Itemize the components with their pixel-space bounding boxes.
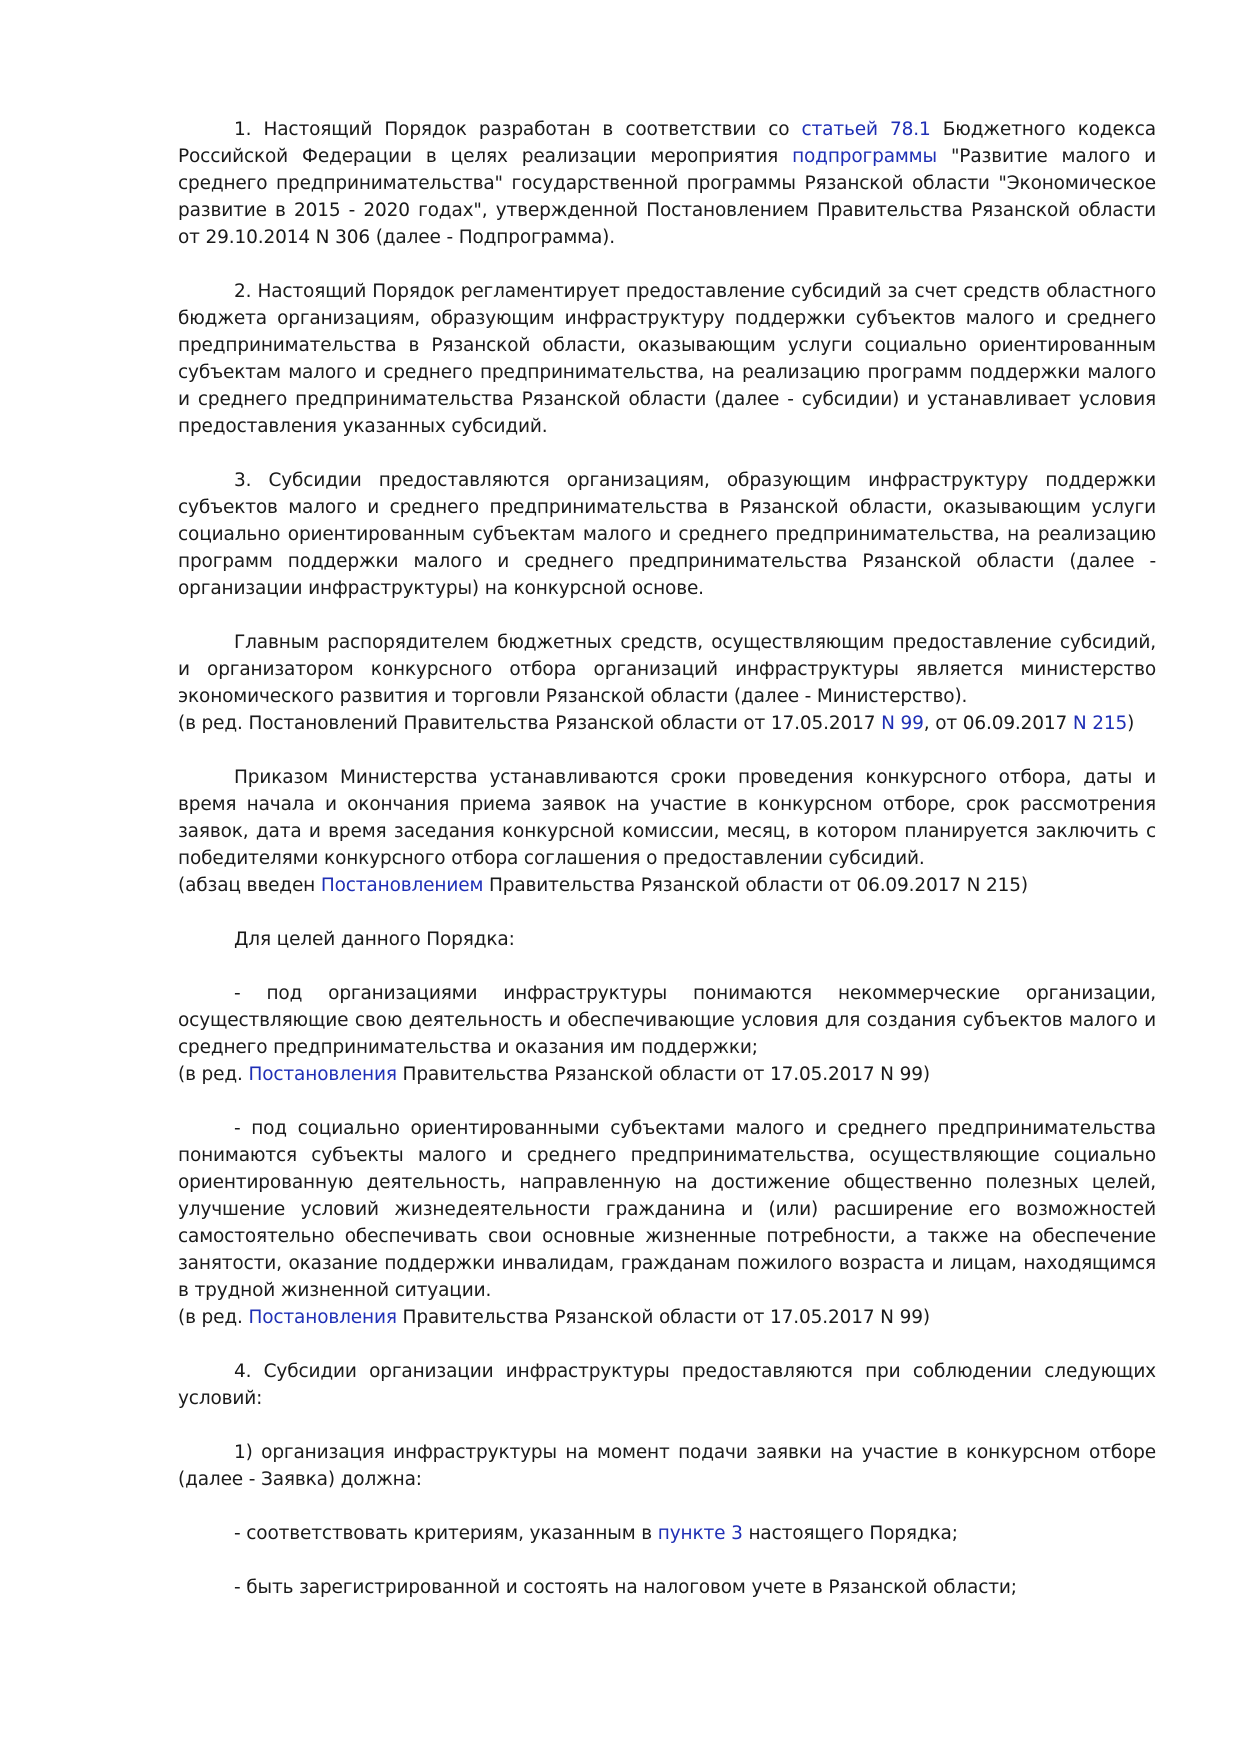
note-8-text-b: Правительства Рязанской области от 17.05.2017 N 99) (396, 1307, 930, 1328)
note-8-text-a: (в ред. (178, 1307, 249, 1328)
paragraph-11-text-a: - соответствовать критериям, указанным в (234, 1523, 658, 1544)
link-postanovleniya-2[interactable]: Постановления (248, 1307, 397, 1328)
link-n-99[interactable]: N 99 (881, 713, 924, 734)
paragraph-11 (178, 1520, 1156, 1547)
paragraph-8: - под социально ориентированными субъектами малого и среднего предпринимательства понимаются субъекты малого и среднего предпринимательства, осуществляющие социально ориентированную деятельность, направленную на достижение общественно полезных целей, улучшение условий жизнедеятельности гражданина и (или) расширение его возможностей самостоятельно обеспечивать свои основные жизненные потребности, а также на обеспечение занятости, оказание поддержки инвалидам, гражданам пожилого возраста и лицам, находящимся в трудной жизненной ситуации. (178, 1118, 1156, 1301)
amendment-note-7 (178, 1061, 1156, 1088)
amendment-note-8 (178, 1304, 1156, 1331)
link-postanovleniya-1[interactable]: Постановления (248, 1064, 397, 1085)
document-page (178, 116, 1156, 1628)
paragraph-9: 4. Субсидии организации инфраструктуры предоставляются при соблюдении следующих условий: (178, 1361, 1156, 1409)
paragraph-1-text-a: 1. Настоящий Порядок разработан в соответствии со (234, 119, 802, 140)
note-4-text-a: (в ред. Постановлений Правительства Рязанской области от 17.05.2017 (178, 713, 882, 734)
paragraph-5: Приказом Министерства устанавливаются сроки проведения конкурсного отбора, даты и время начала и окончания приема заявок на участие в конкурсном отборе, срок рассмотрения заявок, дата и время заседания конкурсной комиссии, месяц, в котором планируется заключить с победителями конкурсного отбора соглашения о предоставлении субсидий. (178, 767, 1156, 869)
paragraph-1-text-b: Бюджетного кодекса Российской Федерации в целях реализации мероприятия (178, 119, 1156, 167)
paragraph-6: Для целей данного Порядка: (234, 929, 515, 950)
note-5-text-b: Правительства Рязанской области от 06.09.2017 N 215) (483, 875, 1028, 896)
paragraph-2: 2. Настоящий Порядок регламентирует предоставление субсидий за счет средств областного бюджета организациям, образующим инфраструктуру поддержки субъектов малого и среднего предпринимательства в Рязанской области, оказывающим услуги социально ориентированным субъектам малого и среднего предпринимательства, на реализацию программ поддержки малого и среднего предпринимательства Рязанской области (далее - субсидии) и устанавливает условия предоставления указанных субсидий. (178, 281, 1156, 437)
note-7-text-a: (в ред. (178, 1064, 249, 1085)
note-7-text-b: Правительства Рязанской области от 17.05.2017 N 99) (396, 1064, 930, 1085)
paragraph-1 (178, 116, 1156, 251)
link-article-78-1[interactable]: статьей 78.1 (801, 119, 931, 140)
paragraph-10: 1) организация инфраструктуры на момент подачи заявки на участие в конкурсном отборе (далее - Заявка) должна: (178, 1442, 1156, 1490)
note-4-text-b: , от 06.09.2017 (923, 713, 1073, 734)
amendment-note-4 (178, 710, 1156, 737)
paragraph-7: - под организациями инфраструктуры понимаются некоммерческие организации, осуществляющие свою деятельность и обеспечивающие условия для создания субъектов малого и среднего предпринимательства и оказания им поддержки; (178, 983, 1156, 1058)
paragraph-12: - быть зарегистрированной и состоять на налоговом учете в Рязанской области; (234, 1577, 1017, 1598)
amendment-note-5 (178, 872, 1156, 899)
link-n-215[interactable]: N 215 (1072, 713, 1128, 734)
note-4-text-c: ) (1127, 713, 1135, 734)
paragraph-11-text-b: настоящего Порядка; (742, 1523, 958, 1544)
note-5-text-a: (абзац введен (178, 875, 321, 896)
paragraph-4: Главным распорядителем бюджетных средств, осуществляющим предоставление субсидий, и организатором конкурсного отбора организаций инфраструктуры является министерство экономического развития и торговли Рязанской области (далее - Министерство). (178, 632, 1156, 707)
link-subprogram[interactable]: подпрограммы (792, 146, 937, 167)
paragraph-3: 3. Субсидии предоставляются организациям, образующим инфраструктуру поддержки субъектов малого и среднего предпринимательства в Рязанской области, оказывающим услуги социально ориентированным субъектам малого и среднего предпринимательства, на реализацию программ поддержки малого и среднего предпринимательства Рязанской области (далее - организации инфраструктуры) на конкурсной основе. (178, 470, 1156, 599)
paragraph-1-text-c: "Развитие малого и среднего предпринимательства" государственной программы Рязанской области "Экономическое развитие в 2015 - 2020 годах", утвержденной Постановлением Правительства Рязанской области от 29.10.2014 N 306 (далее - Подпрограмма). (178, 146, 1156, 248)
link-postanovleniem[interactable]: Постановлением (320, 875, 484, 896)
link-punkt-3[interactable]: пункте 3 (657, 1523, 743, 1544)
